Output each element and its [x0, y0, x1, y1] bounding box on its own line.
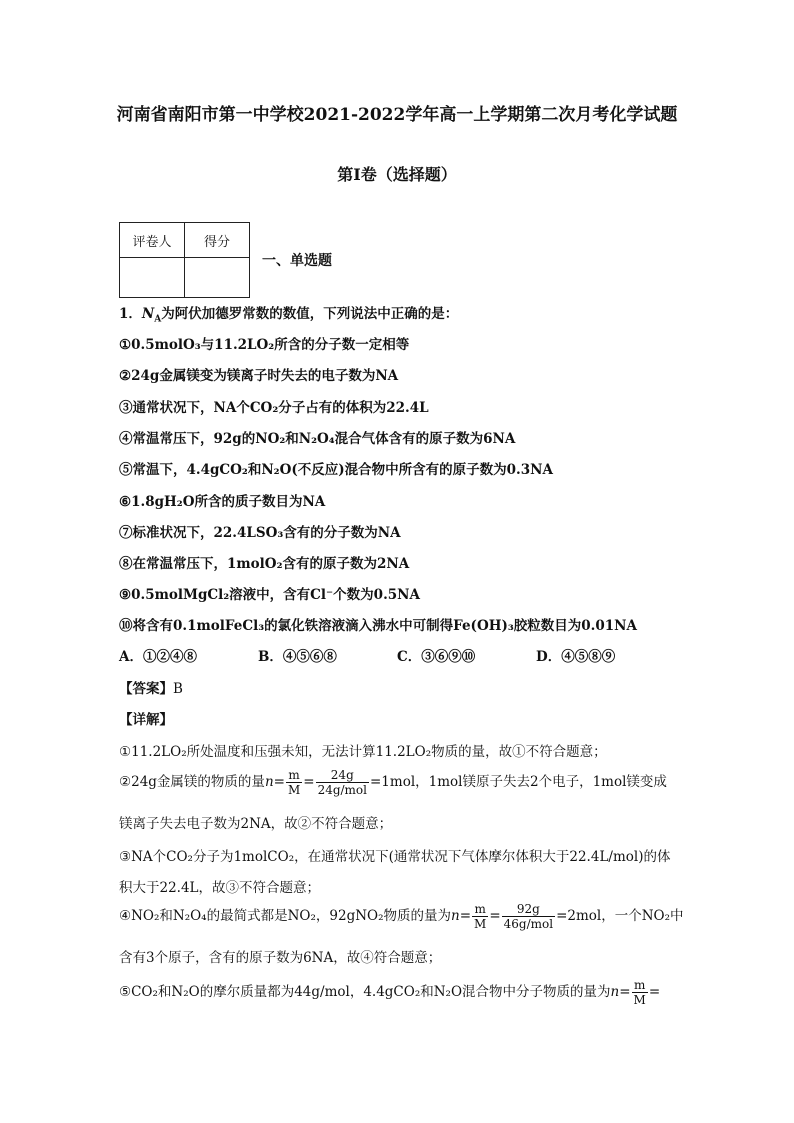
explanation-4-text: ④NO₂和N₂O₄的最简式都是NO₂，92gNO₂物质的量为 [119, 908, 452, 924]
statement-2: ②24g金属镁变为镁离子时失去的电子数为NA [119, 368, 399, 384]
fraction-denominator: M [474, 917, 487, 931]
explanation-4-tail: =2mol，一个NO₂中 [556, 908, 684, 924]
question-number: 1． [119, 306, 142, 322]
option-b: B．④⑤⑥⑧ [258, 649, 337, 665]
explanation-4-continued: 含有3个原子，含有的原子数为6NA，故④符合题意； [119, 950, 442, 966]
explanation-2-tail: =1mol，1mol镁原子失去2个电子，1mol镁变成 [370, 774, 667, 790]
na-symbol: N [141, 306, 155, 322]
statement-3: ③通常状况下，NA个CO₂分子占有的体积为22.4L [119, 400, 429, 416]
statement-6: ⑥1.8gH₂O所含的质子数目为NA [119, 494, 326, 510]
section-heading: 一、单选题 [262, 253, 332, 269]
option-a: A．①②④⑧ [119, 649, 197, 665]
explanation-3-continued: 积大于22.4L，故③不符合题意； [119, 880, 321, 896]
fraction-numerator: m [632, 978, 648, 993]
statement-1: ①0.5molO₃与11.2LO₂所含的分子数一定相等 [119, 337, 410, 353]
fraction-24g-over-24gmol [316, 768, 369, 797]
score-table-score-cell [185, 258, 250, 298]
explanation-2: ②24g金属镁的物质的量n= $\frac{m}{M}$ = $\frac{24g}{\text{24g/mol}}$ =1mol，1mol镁原子失去2个电子，1mol镁变成 [119, 768, 667, 797]
option-c: C．③⑥⑨⑩ [397, 649, 476, 665]
fraction-92g-over-46gmol [502, 902, 555, 931]
fraction-m-over-M [632, 978, 648, 1007]
statement-5: ⑤常温下，4.4gCO₂和N₂O(不反应)混合物中所含有的原子数为0.3NA [119, 462, 553, 478]
statement-9: ⑨0.5molMgCl₂溶液中，含有Cl⁻个数为0.5NA [119, 587, 420, 603]
explanation-2-text: ②24g金属镁的物质的量 [119, 774, 265, 790]
question-stem [119, 302, 458, 325]
detail-label: 【详解】 [119, 712, 173, 728]
fraction-numerator: 24g [316, 768, 369, 783]
section-title: 第I卷（选择题） [337, 165, 457, 184]
explanation-1: ①11.2LO₂所处温度和压强未知，无法计算11.2LO₂物质的量，故①不符合题意； [119, 744, 607, 760]
statement-10: ⑩将含有0.1molFeCl₃的氯化铁溶液滴入沸水中可制得Fe(OH)₃胶粒数目为0.01NA [119, 618, 637, 634]
answer-line [119, 677, 183, 697]
fraction-denominator: 24g/mol [317, 783, 367, 797]
score-table [119, 222, 250, 298]
fraction-m-over-M [472, 902, 488, 931]
explanation-4: ④NO₂和N₂O₄的最简式都是NO₂，92gNO₂物质的量为n= $\frac{m}{M}$ = $\frac{92g}{\text{46g/mol}}$ =2mol，一个NO₂中 [119, 902, 684, 931]
fraction-denominator: 46g/mol [503, 917, 554, 931]
fraction-m-over-M [286, 768, 302, 797]
statement-4: ④常温常压下，92g的NO₂和N₂O₄混合气体含有的原子数为6NA [119, 431, 516, 447]
explanation-3: ③NA个CO₂分子为1molCO₂，在通常状况下(通常状况下气体摩尔体积大于22.4L/mol)的体 [119, 849, 671, 865]
statement-7: ⑦标准状况下，22.4LSO₃含有的分子数为NA [119, 525, 401, 541]
explanation-5: ⑤CO₂和N₂O的摩尔质量都为44g/mol，4.4gCO₂和N₂O混合物中分子物质的量为n= $\frac{m}{M}$ = [119, 978, 661, 1007]
question-stem-text: 为阿伏加德罗常数的数值，下列说法中正确的是： [161, 306, 459, 322]
page-title: 河南省南阳市第一中学校2021-2022学年高一上学期第二次月考化学试题 [116, 105, 678, 125]
statement-8: ⑧在常温常压下，1molO₂含有的原子数为2NA [119, 556, 410, 572]
answer-value: B [173, 681, 183, 697]
explanation-5-text: ⑤CO₂和N₂O的摩尔质量都为44g/mol，4.4gCO₂和N₂O混合物中分子物质的量为 [119, 984, 611, 1000]
option-d: D．④⑤⑧⑨ [536, 649, 616, 665]
fraction-denominator: M [287, 783, 301, 797]
score-table-reviewer-header: 评卷人 [120, 223, 185, 258]
score-table-reviewer-cell [120, 258, 185, 298]
explanation-2-continued: 镁离子失去电子数为2NA，故②不符合题意； [119, 816, 393, 832]
na-subscript: A [154, 314, 162, 325]
fraction-numerator: 92g [502, 902, 555, 917]
score-table-score-header: 得分 [185, 223, 250, 258]
fraction-numerator: m [286, 768, 302, 783]
answer-label: 【答案】 [119, 681, 173, 697]
fraction-denominator: M [633, 993, 646, 1007]
fraction-numerator: m [472, 902, 488, 917]
